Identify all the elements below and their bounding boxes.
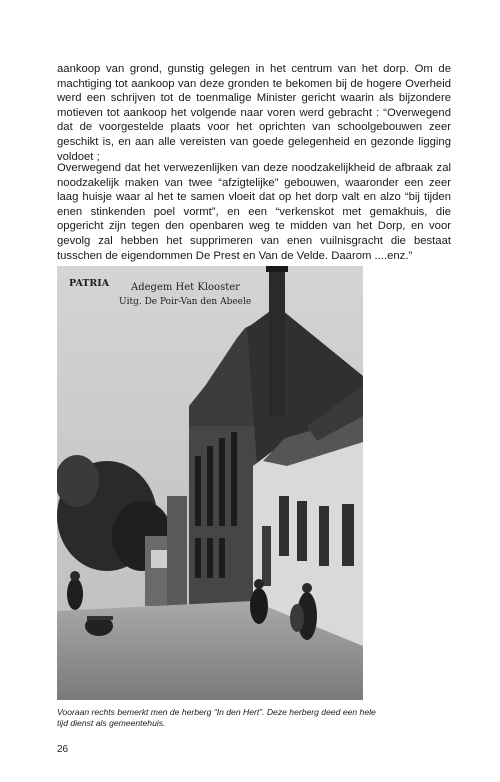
historic-postcard-photo [57, 266, 363, 700]
photo-caption: Vooraan rechts bemerkt men de herberg “In den Hert”. Deze herberg deed een hele tijd dienst als gemeentehuis. [57, 707, 376, 728]
body-paragraph-2: Overwegend dat het verwezenlijken van deze noodzakelijkheid de afbraak zal noodzakelijk maken van twee “afzigtelijke” gebouwen, waaronder een zeer laag huisje waar al het te samen vloeit dat op het dorp valt en alzo “bij tijden enen stinkenden poel vormt”, en een “verkenskot met gemakhuis, die opgericht zijn tegen den openbaren weg te midden van het Dorp, en voor gevolg zal hebben het supprimeren van enen vuilnisgracht die bestaat tusschen de eigendommen De Prest en Van de Velde. Daarom ....enz.” [57, 162, 451, 262]
body-paragraph-1: aankoop van grond, gunstig gelegen in het centrum van het dorp. Om de machtiging tot aankoop van deze gronden te bekomen bij de hogere Overheid werd een schrijven tot de toenmalige Minister gericht waarin als bijzondere motieven tot aankoop het volgende naar voren werd gebracht : “Overwegend dat de voorgestelde plaats voor het oprichten van schoolgebouwen zeer geschikt is, en aan alle vereisten van goede gelegenheid en gezonde ligging voldoet ; [57, 63, 451, 163]
postcard-title: Adegem Het Klooster [131, 282, 240, 293]
postcard-brand: PATRIA [69, 278, 110, 289]
postcard-publisher: Uitg. De Poir-Van den Abeele [119, 297, 252, 307]
page-number: 26 [57, 744, 69, 755]
